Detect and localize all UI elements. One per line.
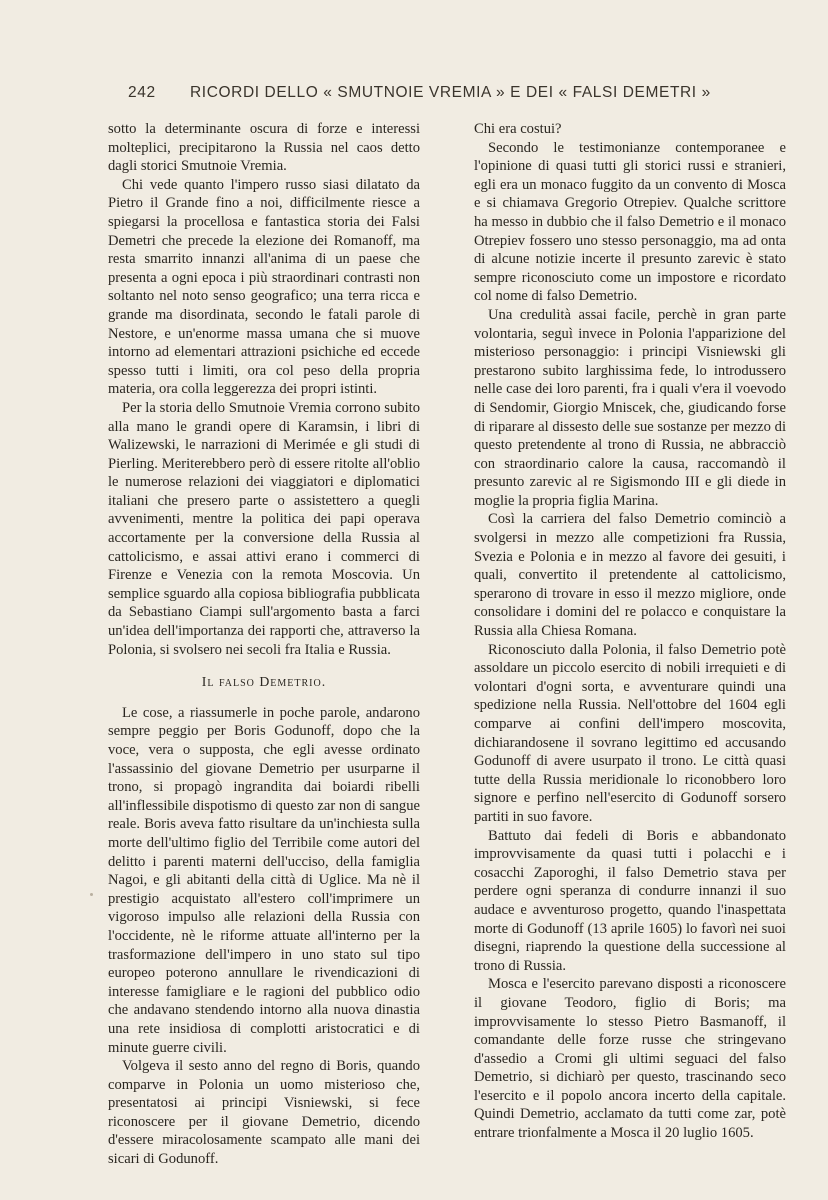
left-column [108,120,420,1169]
paragraph: Secondo le testimonianze contemporanee e l'opinione di quasi tutti gli storici russi e stranieri, egli era un monaco fuggito da un convento di Mosca e si chiamava Gregorio Otrepiev. Qualche scrittore ha messo in dubbio che il falso Demetrio e il monaco Otrepiev fossero uno stesso personaggio, ma ad onta di alcune notizie incerte il presunto zarevic è stato sempre riconosciuto come un impostore e ricordato col nome di falso Demetrio. [474,139,786,305]
paragraph: Battuto dai fedeli di Boris e abbandonato improvvisamente da quasi tutti i polacchi e i cosacchi Zaporoghi, il falso Demetrio stava per perdere ogni speranza di condurre innanzi il suo audace e avventuroso progetto, quando l'inaspettata morte di Godunoff (13 aprile 1605) lo favorì nei suoi disegni, riaprendo la questione della successione al trono di Russia. [474,827,786,974]
paragraph: Per la storia dello Smutnoie Vremia corrono subito alla mano le grandi opere di Karamsin, i libri di Walizewski, le narrazioni di Merimée e gli studi di Pierling. Meriterebbero però di essere ritolte all'oblio le numerose relazioni dei viaggiatori e diplomatici italiani che presero parte o assistettero a quegli avvenimenti, mentre la politica dei papi operava accortamente per la conversione della Russia al cattolicismo, e assai attivi erano i commerci di Firenze e Venezia con la remota Moscovia. Un semplice sguardo alla copiosa bibliografia pubblicata da Sebastiano Ciampi sull'argomento basta a farci un'idea dell'importanza dei rapporti che, attraverso la Polonia, si svolsero nei secoli fra Italia e Russia. [108,399,420,658]
paragraph: Volgeva il sesto anno del regno di Boris, quando comparve in Polonia un uomo misterioso che, presentatosi ai principi Visniewski, si fece riconoscere per il giovane Demetrio, dicendo d'essere miracolosamente scampato alle mani dei sicari di Godunoff. [108,1058,420,1168]
paragraph: Mosca e l'esercito parevano disposti a riconoscere il giovane Teodoro, figlio di Boris; ma improvvisamente lo stesso Pietro Basmanoff, il comandante delle forze russe che stringevano d'assedio a Cromi gli ultimi seguaci del falso Demetrio, si dichiarò per questo, trascinando seco l'esercito e il popolo ancora incerto della capitale. Quindi Demetrio, acclamato da tutti come zar, potè entrare trionfalmente a Mosca il 20 luglio 1605. [474,976,786,1142]
paper-speck [90,893,93,896]
page-header [128,84,720,108]
paragraph: Chi vede quanto l'impero russo siasi dilatato da Pietro il Grande fino a noi, difficilmente riesce a spiegarsi la procellosa e fantastica storia dei Falsi Demetri che precede la elezione dei Romanoff, ma resta smarrito innanzi all'anima di un paese che presenta a ogni epoca i più straordinari contrasti non soltanto nel noto senso geografico; una terra ricca e grande ma disordinata, secondo le fatali parole di Nestore, e un'enorme massa umana che si muove intorno ad elementari attrazioni psichiche ed eccede spesso tutti i limiti, ora col peso della propria materia, ora colla leggerezza dei propri istinti. [108,176,420,398]
paragraph: Chi era costui? [474,121,562,137]
paragraph: Riconosciuto dalla Polonia, il falso Demetrio potè assoldare un piccolo esercito di nobili irrequieti e di volontari d'ogni sorta, e avventurare quindi una spedizione nella Russia. Nell'ottobre del 1604 egli comparve ai confini dell'impero moscovita, dichiarandosene il sovrano legittimo ed accusando Godunoff di avere usurpato il trono. Le città quasi tutte della Russia meridionale lo riconobbero loro signore e perfino nell'esercito di Godunoff sorsero partiti in suo favore. [474,641,786,825]
running-title: RICORDI DELLO « SMUTNOIE VREMIA » E DEI « FALSI DEMETRI » [190,84,711,101]
section-heading: Il falso Demetrio. [201,674,327,690]
paragraph: Una credulità assai facile, perchè in gran parte volontaria, seguì invece in Polonia l'apparizione del misterioso personaggio: i principi Visniewski gli prestarono subito larghissima fede, lo introdussero nelle case dei loro parenti, fra i quali v'era il voevodo di Sendomir, Giorgio Mniscek, che, giudicando forse di riparare al dissesto delle sue sostanze per mezzo di questo pretendente al trono di Russia, ne abbracciò con straordinario calore la causa, raccomandò il presunto zarevic al re Sigismondo III e gli diede in moglie la propria figlia Marina. [474,306,786,509]
paragraph: sotto la determinante oscura di forze e interessi molteplici, precipitarono la Russia nel caos detto dagli storici Smutnoie Vremia. [108,121,420,175]
paragraph: Così la carriera del falso Demetrio cominciò a svolgersi in mezzo alle competizioni fra Russia, Svezia e Polonia e in mezzo al favore dei gesuiti, i quali, convertito il pretendente al cattolicismo, sperarono di trovare in esso il mezzo migliore, onde consolidare i domini del re polacco e conquistare la Russia alla Chiesa Romana. [474,511,786,640]
right-column [474,120,786,1143]
page-number: 242 [128,84,156,101]
paragraph: Le cose, a riassumerle in poche parole, andarono sempre peggio per Boris Godunoff, dopo che la voce, vera o supposta, che egli avesse ordinato l'assassinio del giovane Demetrio per usurparne il trono, si propagò ingrandita dai boiardi ribelli all'inflessibile dispotismo di questo zar non di sangue reale. Boris aveva fatto risultare da un'inchiesta sulla morte dell'ultimo figlio del Terribile come autori del delitto i parenti materni dell'ucciso, della famiglia Nagoi, e gli abitanti della città di Uglice. Ma nè il prestigio acquistato all'estero coll'imprimere un vigoroso impulso alle relazioni della Russia con l'occidente, nè le riforme attuate all'interno per la trasformazione dell'impero in uno stato sul tipo europeo poterono annullare le rivendicazioni di interesse famigliare e le ragioni del pubblico odio che andavano stendendo intorno alla nuova dinastia una rete insidiosa di complotti aristocratici e di minute guerre civili. [108,704,420,1056]
